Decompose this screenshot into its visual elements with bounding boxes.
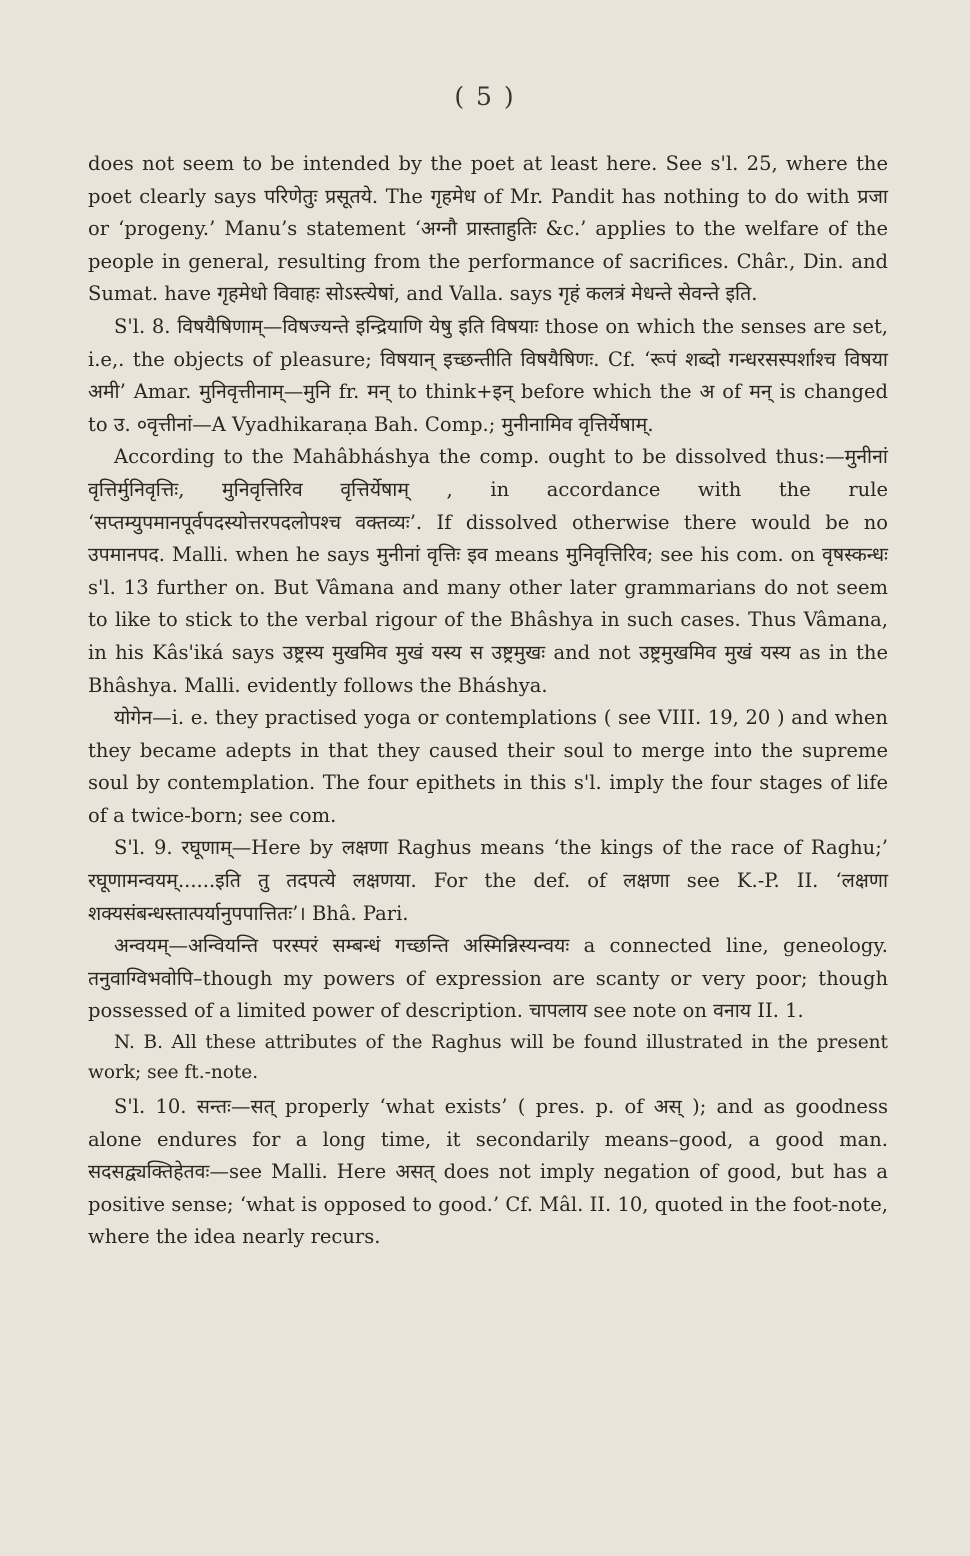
paragraph-sloka-8: S'l. 8. विषयैषिणाम्—विषज्यन्ते इन्द्रियाणि येषु इति विषयाः those on which the senses are set, i.e,. the objects of pleasure; विषयान् इच्छन्तीति विषयैषिणः. Cf. ‘रूपं शब्दो गन्धरसस्पर्शाश्च विषया अमी’ Amar. मुनिवृत्तीनाम्—मुनि fr. मन् to think+इन् before which the अ of मन् is changed to उ. ०वृत्तीनां—A Vyadhikaraṇa Bah. Comp.; मुनीनामिव वृत्तिर्येषाम्. bbox=[88, 314, 888, 436]
paragraph-anvayam: अन्वयम्—अन्वियन्ति परस्परं सम्बन्धं गच्छन्ति अस्मिन्निस्यन्वयः a connected line, geneology. तनुवाग्विभवोपि–though my powers of expression are scanty or very poor; though possessed of a limited power of description. चापलाय see note on वनाय II. 1. bbox=[88, 934, 888, 1023]
paragraph-continuation: does not seem to be intended by the poet at least here. See s'l. 25, where the poet clearly says परिणेतुः प्रसूतये. The गृहमेध of Mr. Pandit has nothing to do with प्रजा or ‘progeny.’ Manu’s statement ‘अग्नौ प्रास्ताहुतिः &c.’ applies to the welfare of the people in general, resulting from the performance of sacrifices. Châr., Din. and Sumat. have गृहमेधो विवाहः सोऽस्त्येषां, and Valla. says गृहं कलत्रं मेधन्ते सेवन्ते इति. bbox=[88, 152, 888, 306]
paragraph-sloka-9: S'l. 9. रघूणाम्—Here by लक्षणा Raghus means ‘the kings of the race of Raghu;’ रघूणामन्वयम्......इति तु तदपत्ये लक्षणया. For the def. of लक्षणा see K.-P. II. ‘लक्षणा शक्यसंबन्धस्तात्पर्यानुपपात्तितः’। Bhâ. Pari. bbox=[88, 836, 888, 925]
page-number: ( 5 ) bbox=[454, 82, 516, 111]
paragraph-nota-bene: N. B. All these attributes of the Raghus will be found illustrated in the present work; see ft.-note. bbox=[88, 1032, 888, 1083]
paragraph-mahabhashya: According to the Mahâbháshya the comp. ought to be dissolved thus:—मुनीनां वृत्तिर्मुनिवृत्तिः, मुनिवृत्तिरिव वृत्तिर्येषाम् , in accordance with the rule ‘सप्तम्युपमानपूर्वपदस्योत्तरपदलोपश्च वक्तव्यः’. If dissolved otherwise there would be no उपमानपद. Malli. when he says मुनीनां वृत्तिः इव means मुनिवृत्तिरिव; see his com. on वृषस्कन्धः s'l. 13 further on. But Vâmana and many other later grammarians do not seem to like to stick to the verbal rigour of the Bhâshya in such cases. Thus Vâmana, in his Kâs'iká says उष्ट्रस्य मुखमिव मुखं यस्य स उष्ट्रमुखः and not उष्ट्रमुखमिव मुखं यस्य as in the Bhâshya. Malli. evidently follows the Bháshya. bbox=[88, 445, 888, 697]
paragraph-sloka-10: S'l. 10. सन्तः—सत् properly ‘what exists’ ( pres. p. of अस् ); and as goodness alone endures for a long time, it secondarily means–good, a good man. सदसद्व्यक्तिहेतवः—see Malli. Here असत् does not imply negation of good, but has a positive sense; ‘what is opposed to good.’ Cf. Mâl. II. 10, quoted in the foot-note, where the idea nearly recurs. bbox=[88, 1095, 888, 1249]
page-body bbox=[88, 148, 888, 1254]
paragraph-yogena: योगेन—i. e. they practised yoga or contemplations ( see VIII. 19, 20 ) and when they became adepts in that they caused their soul to merge into the supreme soul by contemplation. The four epithets in this s'l. imply the four stages of life of a twice-born; see com. bbox=[88, 706, 888, 827]
